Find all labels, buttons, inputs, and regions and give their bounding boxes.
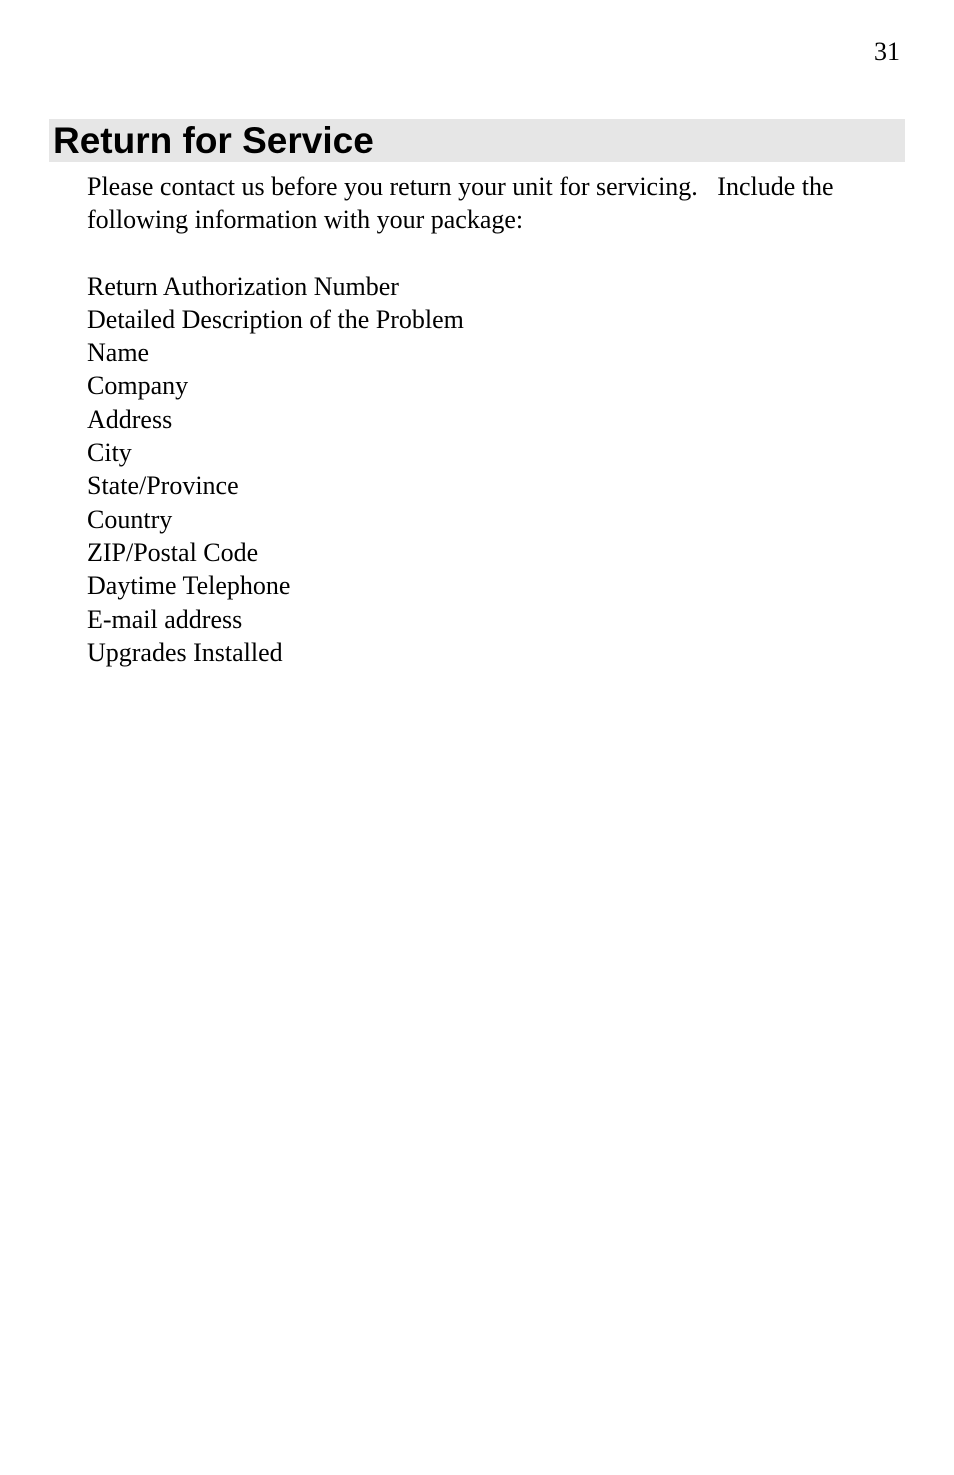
list-item: Upgrades Installed: [87, 637, 283, 667]
list-item: Country: [87, 504, 173, 534]
list-item: ZIP/Postal Code: [87, 537, 259, 567]
list-item: Detailed Description of the Problem: [87, 304, 464, 334]
list-item: Address: [87, 404, 173, 434]
section-body: [87, 170, 887, 669]
list-item: Company: [87, 371, 189, 401]
required-info-list: [87, 270, 887, 670]
list-item: Return Authorization Number: [87, 271, 399, 301]
list-item: City: [87, 438, 132, 468]
intro-paragraph: Please contact us before you return your unit for servicing. Include the following information with your package:: [87, 172, 841, 235]
list-item: Name: [87, 338, 150, 368]
list-item: E-mail address: [87, 604, 243, 634]
section-header: [49, 119, 905, 162]
section-title: Return for Service: [53, 120, 374, 161]
list-item: State/Province: [87, 471, 239, 501]
page-number: 31: [874, 37, 900, 66]
list-item: Daytime Telephone: [87, 571, 291, 601]
